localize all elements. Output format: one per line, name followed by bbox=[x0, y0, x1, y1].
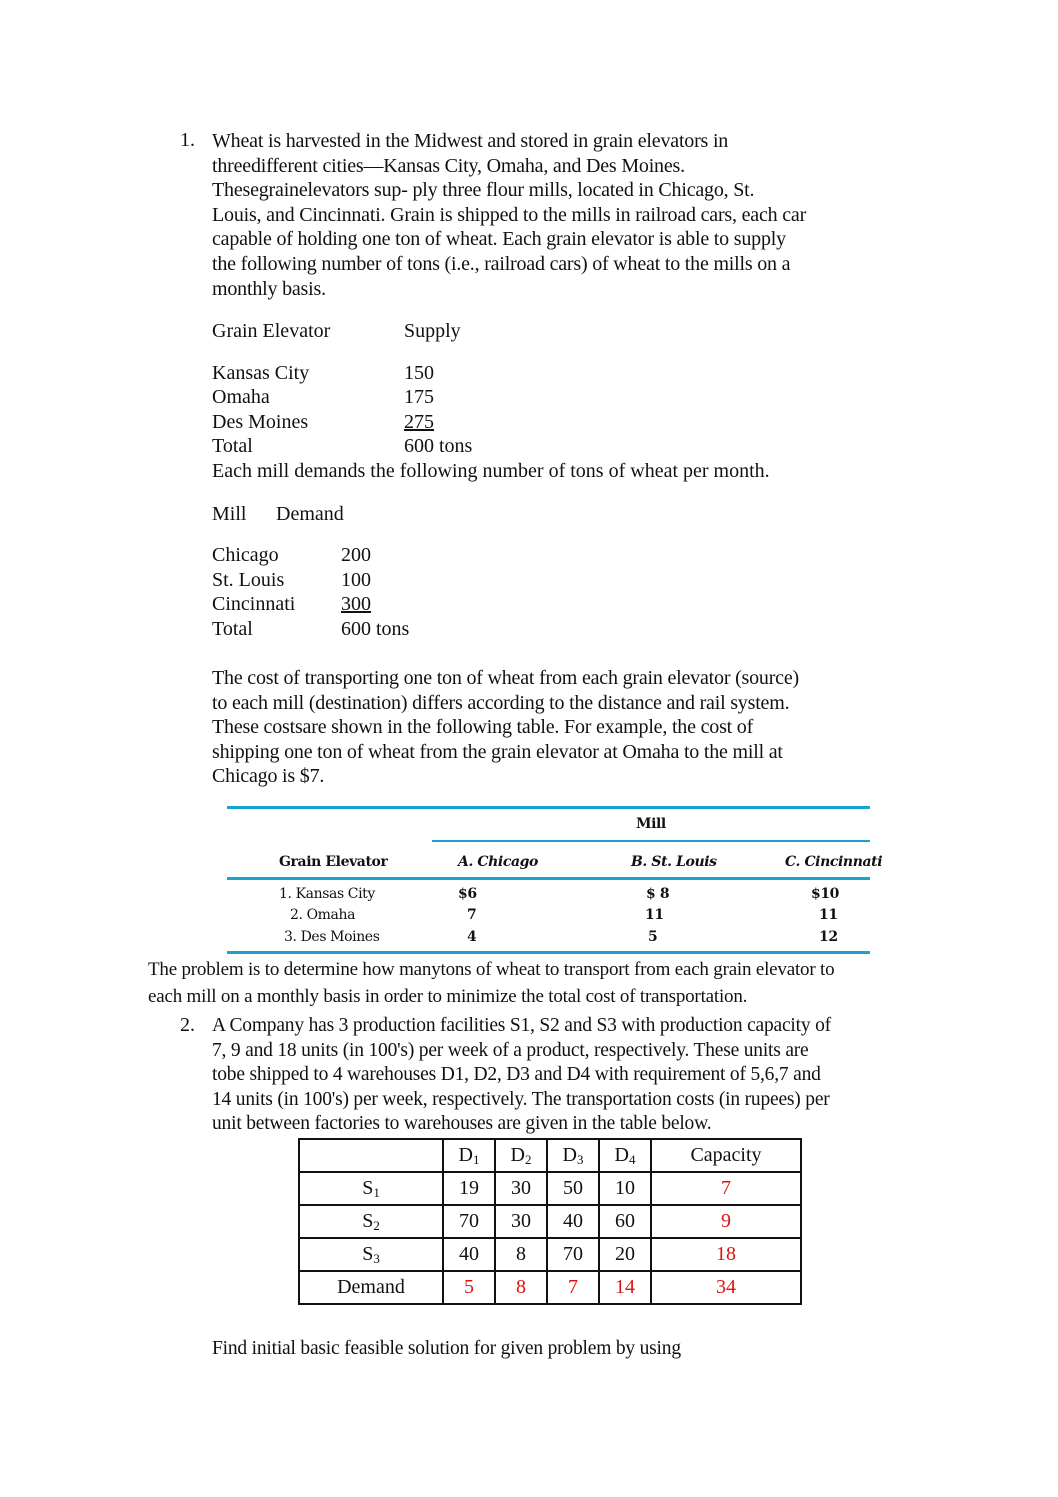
text-line: Wheat is harvested in the Midwest and stored in grain elevators in bbox=[212, 130, 729, 152]
cost-cell: 40 bbox=[443, 1238, 495, 1271]
header-rule bbox=[227, 877, 870, 880]
header-subscript: 4 bbox=[628, 1151, 636, 1167]
cost-cell: $ 8 bbox=[646, 886, 670, 902]
column-header bbox=[443, 1139, 495, 1172]
demand-intro: Each mill demands the following number of tons of wheat per month. bbox=[212, 460, 770, 482]
supply-name: Des Moines bbox=[212, 411, 309, 433]
demand-name: Chicago bbox=[212, 544, 279, 566]
header-subscript: 1 bbox=[472, 1151, 480, 1167]
cost-cell: 19 bbox=[443, 1172, 495, 1205]
text-line: unit between factories to warehouses are given in the table below. bbox=[212, 1113, 712, 1135]
header-base: D bbox=[562, 1143, 577, 1166]
column-header: A. Chicago bbox=[458, 854, 538, 870]
capacity-cell: 9 bbox=[651, 1205, 801, 1238]
table-row bbox=[299, 1238, 801, 1271]
cost-cell: 4 bbox=[467, 929, 477, 945]
question-2-footer: Find initial basic feasible solution for given problem by using bbox=[212, 1338, 681, 1359]
cost-cell: 8 bbox=[495, 1238, 547, 1271]
row-name: 1. Kansas City bbox=[279, 886, 375, 902]
table-row bbox=[299, 1172, 801, 1205]
demand-cell: 8 bbox=[495, 1271, 547, 1304]
supply-name: Total bbox=[212, 435, 253, 457]
demand-value: 100 bbox=[341, 569, 371, 591]
table-row bbox=[299, 1205, 801, 1238]
cost-cell: 60 bbox=[599, 1205, 651, 1238]
text-line: each mill on a monthly basis in order to minimize the total cost of transportation. bbox=[148, 986, 748, 1007]
cost-cell: 7 bbox=[467, 907, 477, 923]
supply-value: 600 tons bbox=[404, 435, 473, 457]
row-base: S bbox=[362, 1242, 374, 1265]
row-subscript: 3 bbox=[373, 1250, 380, 1266]
column-header: C. Cincinnati bbox=[785, 854, 883, 870]
header-base: D bbox=[614, 1143, 629, 1166]
supply-value: 275 bbox=[404, 411, 434, 433]
cost-description bbox=[212, 666, 912, 789]
column-header bbox=[599, 1139, 651, 1172]
group-header-rule bbox=[432, 840, 870, 842]
cost-cell: 70 bbox=[443, 1205, 495, 1238]
demand-cell: 5 bbox=[443, 1271, 495, 1304]
corner-cell bbox=[299, 1139, 443, 1172]
header-base: D bbox=[510, 1143, 525, 1166]
question-2-intro bbox=[212, 1014, 912, 1137]
demand-name: St. Louis bbox=[212, 569, 285, 591]
text-line: Thesegrainelevators sup- ply three flour mills, located in Chicago, St. bbox=[212, 179, 755, 202]
capacity-cell: 18 bbox=[651, 1238, 801, 1271]
demand-value: 200 bbox=[341, 544, 371, 566]
text-line: The cost of transporting one ton of wheat from each grain elevator (source) bbox=[212, 667, 799, 689]
row-header: Grain Elevator bbox=[279, 854, 388, 870]
supply-header-name: Grain Elevator bbox=[212, 320, 331, 342]
question-2-number: 2. bbox=[180, 1014, 195, 1036]
text-line: Louis, and Cincinnati. Grain is shipped to the mills in railroad cars, each car bbox=[212, 203, 807, 226]
text-line: shipping one ton of wheat from the grain elevator at Omaha to the mill at bbox=[212, 740, 783, 763]
text-line: These costsare shown in the following table. For example, the cost of bbox=[212, 716, 754, 739]
cost-cell: 11 bbox=[645, 907, 664, 923]
demand-cell: 7 bbox=[547, 1271, 599, 1304]
header-subscript: 3 bbox=[576, 1151, 584, 1167]
cost-cell: $6 bbox=[458, 886, 477, 902]
cost-cell: 30 bbox=[495, 1205, 547, 1238]
row-subscript: 2 bbox=[373, 1217, 380, 1233]
row-label bbox=[299, 1238, 443, 1271]
group-header-mill: Mill bbox=[636, 816, 666, 832]
capacity-header: Capacity bbox=[651, 1139, 801, 1172]
cost-cell: 12 bbox=[819, 929, 838, 945]
column-header bbox=[495, 1139, 547, 1172]
text-line: Chicago is $7. bbox=[212, 765, 325, 788]
supply-name: Omaha bbox=[212, 386, 270, 408]
header-base: D bbox=[458, 1143, 473, 1166]
text-line: 7, 9 and 18 units (in 100's) per week of a product, respectively. These units are bbox=[212, 1039, 809, 1061]
cost-cell: 11 bbox=[819, 907, 838, 923]
question-1-intro bbox=[212, 129, 912, 301]
demand-value: 300 bbox=[341, 593, 371, 615]
row-name: 3. Des Moines bbox=[284, 929, 380, 945]
cost-cell: 10 bbox=[599, 1172, 651, 1205]
cost-cell: 30 bbox=[495, 1172, 547, 1205]
row-subscript: 1 bbox=[373, 1184, 380, 1200]
supply-name: Kansas City bbox=[212, 362, 310, 384]
cost-cell: 50 bbox=[547, 1172, 599, 1205]
cost-cell: 5 bbox=[648, 929, 658, 945]
text-line: to each mill (destination) differs according to the distance and rail system. bbox=[212, 691, 790, 714]
cost-cell: 70 bbox=[547, 1238, 599, 1271]
header-subscript: 2 bbox=[524, 1151, 532, 1167]
text-line: A Company has 3 production facilities S1, S2 and S3 with production capacity of bbox=[212, 1015, 831, 1036]
demand-value: 600 tons bbox=[341, 618, 410, 640]
row-base: S bbox=[362, 1176, 374, 1199]
text-line: tobe shipped to 4 warehouses D1, D2, D3 and D4 with requirement of 5,6,7 and bbox=[212, 1064, 821, 1086]
question-1-number: 1. bbox=[180, 129, 195, 151]
problem-statement bbox=[148, 956, 834, 1010]
table-bottom-rule bbox=[227, 951, 870, 954]
row-base: S bbox=[362, 1209, 374, 1232]
text-line: threedifferent cities—Kansas City, Omaha, and Des Moines. bbox=[212, 154, 685, 177]
cost-cell: 20 bbox=[599, 1238, 651, 1271]
demand-label: Demand bbox=[299, 1271, 443, 1304]
cost-cell: $10 bbox=[811, 886, 840, 902]
demand-cell: 14 bbox=[599, 1271, 651, 1304]
demand-name: Cincinnati bbox=[212, 593, 296, 615]
column-header bbox=[547, 1139, 599, 1172]
table-header-row bbox=[299, 1139, 801, 1172]
supply-value: 175 bbox=[404, 386, 434, 408]
supply-header-value: Supply bbox=[404, 320, 461, 342]
text-line: capable of holding one ton of wheat. Each grain elevator is able to supply bbox=[212, 228, 786, 251]
total-cell: 34 bbox=[651, 1271, 801, 1304]
table-top-rule bbox=[227, 806, 870, 809]
text-line: the following number of tons (i.e., railroad cars) of wheat to the mills on a bbox=[212, 252, 791, 275]
column-header: B. St. Louis bbox=[631, 854, 717, 870]
demand-header-value: Demand bbox=[276, 503, 344, 525]
text-line: The problem is to determine how manytons of wheat to transport from each grain elevator to bbox=[148, 959, 835, 980]
text-line: 14 units (in 100's) per week, respectively. The transportation costs (in rupees) per bbox=[212, 1088, 830, 1110]
row-name: 2. Omaha bbox=[290, 907, 356, 923]
demand-header-name: Mill bbox=[212, 503, 247, 525]
capacity-cell: 7 bbox=[651, 1172, 801, 1205]
demand-row bbox=[299, 1271, 801, 1304]
text-line: monthly basis. bbox=[212, 277, 326, 300]
supply-value: 150 bbox=[404, 362, 434, 384]
cost-cell: 40 bbox=[547, 1205, 599, 1238]
demand-name: Total bbox=[212, 618, 253, 640]
row-label bbox=[299, 1205, 443, 1238]
transportation-cost-table bbox=[298, 1138, 802, 1305]
row-label bbox=[299, 1172, 443, 1205]
